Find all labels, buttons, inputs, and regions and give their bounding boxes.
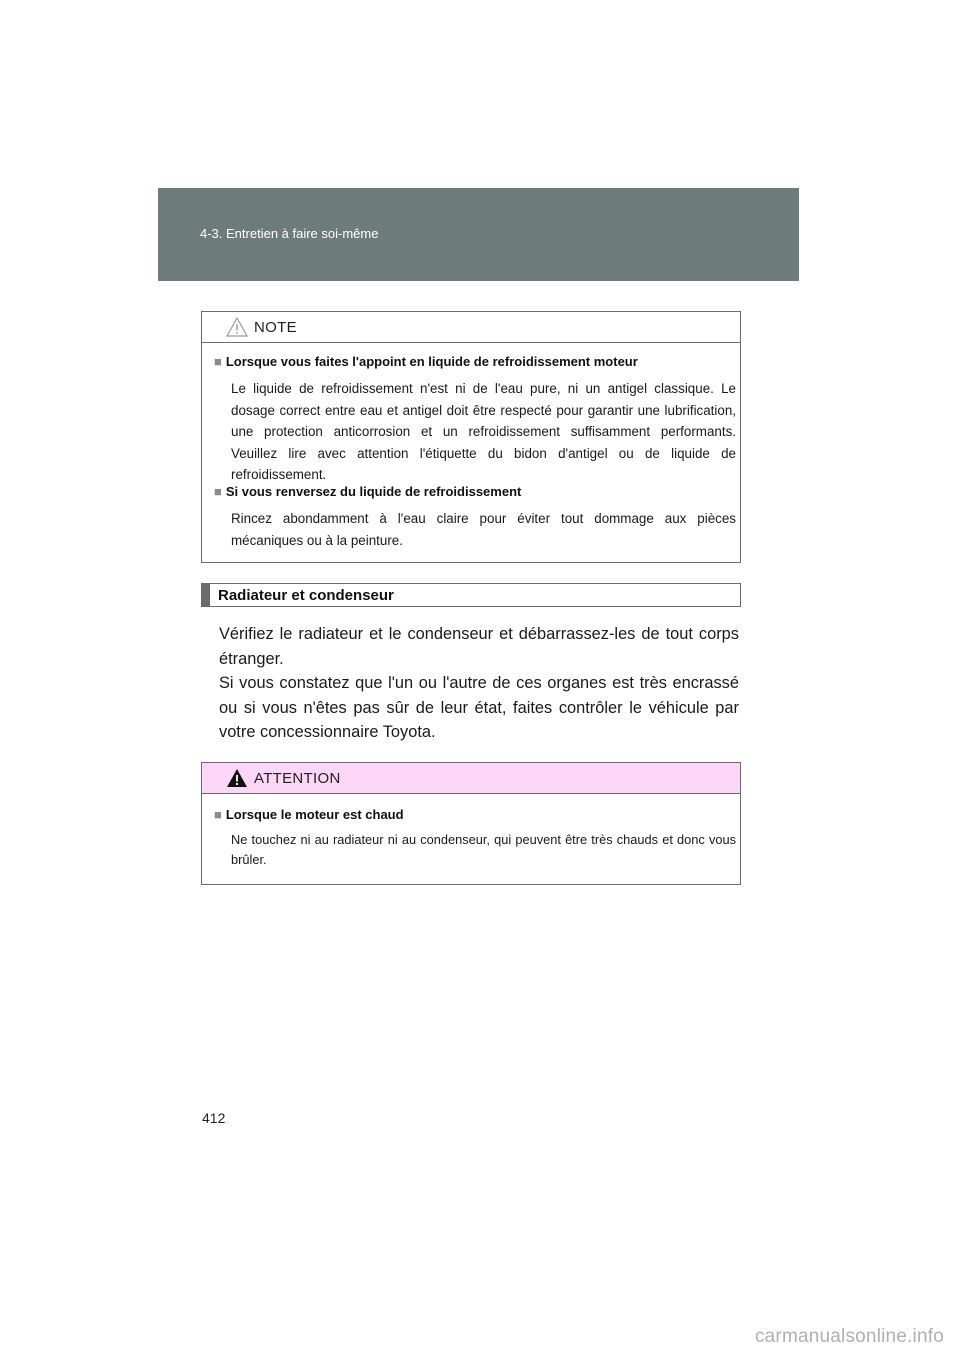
section-paragraph: Vérifiez le radiateur et le condenseur et débarrassez-les de tout corps étranger. (219, 625, 739, 668)
square-bullet-icon: ■ (214, 484, 222, 499)
heading-marker (202, 584, 210, 606)
note-box-title: NOTE (254, 319, 297, 336)
header-band (158, 188, 799, 281)
note-item-heading: ■ Si vous renversez du liquide de refroidissement (214, 484, 522, 499)
note-item-heading: ■ Lorsque vous faites l'appoint en liquide de refroidissement moteur (214, 354, 638, 369)
square-bullet-icon: ■ (214, 807, 222, 822)
attention-box (201, 762, 741, 885)
section-body (219, 622, 739, 745)
note-box-header (202, 312, 740, 343)
note-item-body: Rincez abondamment à l'eau claire pour éviter tout dommage aux pièces mécaniques ou à la peinture. (231, 511, 736, 548)
attention-item-body: Ne touchez ni au radiateur ni au condenseur, qui peuvent être très chauds et donc vous brûler. (231, 832, 736, 867)
warning-outline-icon (226, 316, 248, 338)
square-bullet-icon: ■ (214, 354, 222, 369)
warning-filled-icon (226, 767, 248, 789)
section-paragraph: Si vous constatez que l'un ou l'autre de ces organes est très encrassé ou si vous n'êtes pas sûr de leur état, faites contrôler le véhicule par votre concessionnaire Toyota. (219, 674, 739, 741)
section-title: Radiateur et condenseur (218, 587, 394, 604)
note-item-body: Le liquide de refroidissement n'est ni de l'eau pure, ni un antigel classique. Le dosage correct entre eau et antigel doit être respecté pour garantir une lubrification, une protection anticorrosion et un refroidissement suffisamment performants. Veuillez lire avec attention l'étiquette du bidon d'antigel ou de liquide de refroidissement. (231, 381, 736, 483)
attention-item-heading: ■ Lorsque le moteur est chaud (214, 807, 404, 822)
watermark: carmanualsonline.info (754, 1326, 944, 1347)
note-box (201, 311, 741, 563)
attention-box-header (202, 763, 740, 794)
page-number: 412 (202, 1110, 226, 1126)
section-breadcrumb: 4-3. Entretien à faire soi-même (200, 226, 379, 241)
attention-box-title: ATTENTION (254, 770, 341, 787)
section-heading (201, 583, 741, 607)
